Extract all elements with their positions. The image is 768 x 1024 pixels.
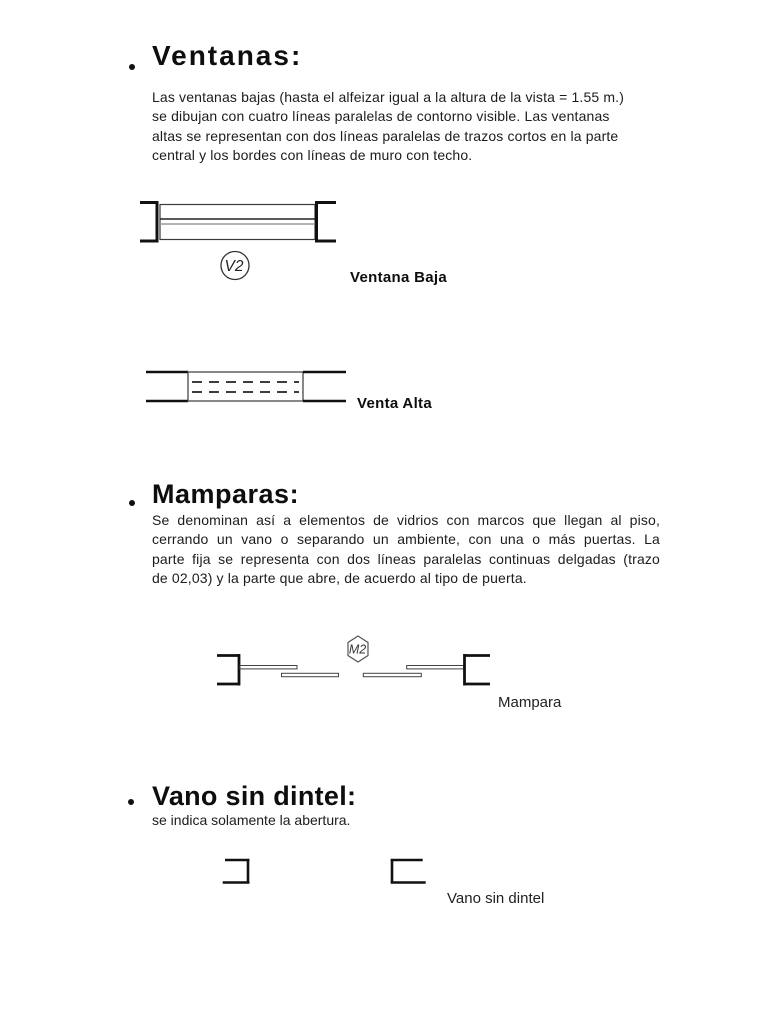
wall-jamb-left — [140, 201, 158, 243]
paragraph-line: Las ventanas bajas (hasta el alfeizar igual a la altura de la vista = 1.55 m.) — [152, 89, 625, 105]
bullet-icon — [129, 500, 135, 506]
wall-end-left — [223, 859, 250, 884]
figure-vano-drawing — [218, 855, 433, 887]
mampara-tag-m2 — [348, 636, 368, 662]
wall-jamb-right — [317, 201, 337, 243]
wall-right — [303, 372, 346, 401]
paragraph-line: se dibujan con cuatro líneas paralelas de contorno visible. Las ventanas — [152, 108, 610, 125]
tag-label-v2: V2 — [224, 258, 244, 275]
window-lines — [160, 205, 315, 240]
paragraph-line: de 02,03) y la parte que abre, de acuerdo al tipo de puerta. — [152, 569, 527, 586]
caption-ventana-baja: Ventana Baja — [350, 269, 447, 286]
figure-venta-alta-drawing — [144, 366, 350, 408]
high-window-dashed-lines — [188, 372, 303, 401]
paragraph-ventanas — [152, 88, 657, 165]
tag-label-m2: M2 — [348, 642, 367, 657]
bullet-icon — [128, 799, 134, 805]
bullet-icon — [129, 64, 135, 70]
caption-venta-alta: Venta Alta — [357, 395, 432, 412]
figure-mampara-drawing — [214, 634, 494, 688]
figure-ventana-baja-drawing — [138, 199, 338, 289]
wall-end-right — [391, 859, 426, 884]
wall-jamb-left — [217, 654, 240, 686]
wall-left — [146, 372, 188, 401]
paragraph-line: parte fija se representa con dos líneas paralelas continuas delgadas (trazo — [152, 550, 660, 567]
heading-ventanas: Ventanas: — [152, 40, 303, 71]
wall-jamb-right — [464, 654, 491, 686]
heading-vano-sin-dintel: Vano sin dintel: — [152, 781, 357, 811]
heading-mamparas: Mamparas: — [152, 479, 300, 509]
paragraph-line: central y los bordes con líneas de muro con techo. — [152, 146, 473, 163]
paragraph-line: altas se representan con dos líneas paralelas de trazos cortos en la parte — [152, 127, 619, 144]
caption-mampara: Mampara — [498, 694, 562, 711]
paragraph-line: cerrando un vano o separando un ambiente, con una o más puertas. La — [152, 531, 660, 548]
mampara-panels — [240, 666, 464, 677]
note-vano-sin-dintel: se indica solamente la abertura. — [152, 812, 351, 828]
paragraph-line: Se denominan así a elementos de vidrios con marcos que llegan al piso, — [152, 512, 660, 528]
window-tag-v2 — [221, 252, 249, 280]
paragraph-mamparas — [152, 511, 660, 588]
caption-vano-sin-dintel: Vano sin dintel — [447, 890, 545, 907]
